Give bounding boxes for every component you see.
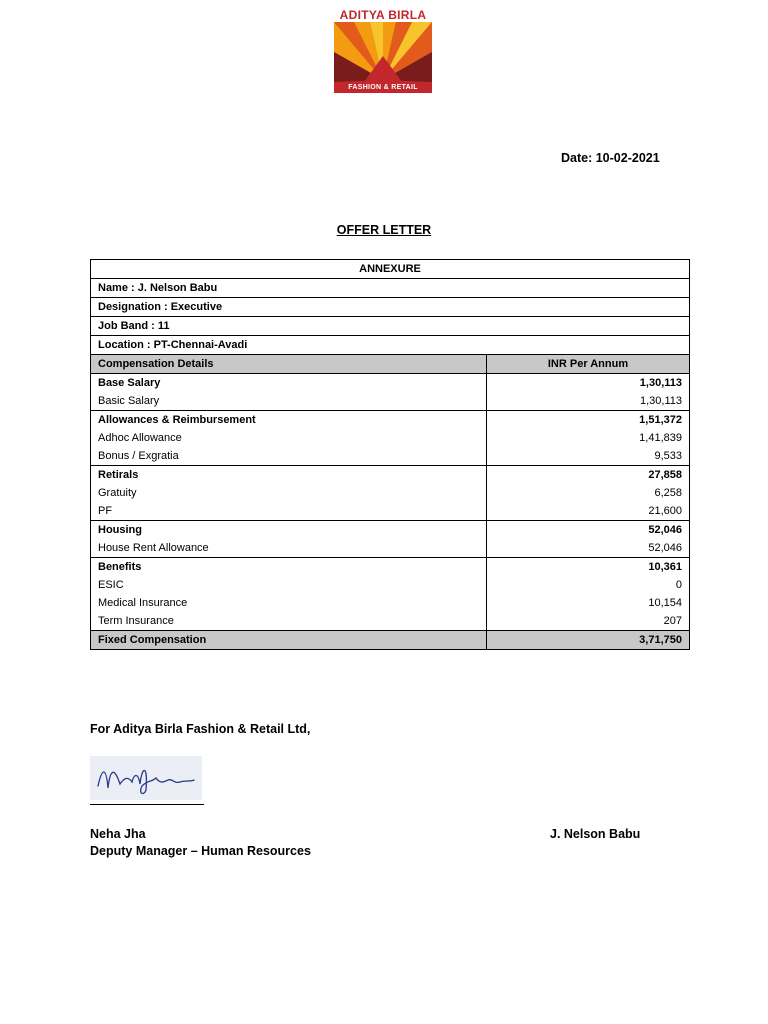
item-label: Medical Insurance: [91, 594, 487, 612]
table-row: [91, 411, 690, 430]
employee-job-band: Job Band : 11: [91, 317, 690, 336]
logo-tagline: FASHION & RETAIL: [334, 82, 432, 93]
item-value: 0: [487, 576, 690, 594]
signer-name: Neha Jha: [90, 827, 146, 841]
column-header-details: Compensation Details: [91, 355, 487, 374]
letter-date: Date: 10-02-2021: [561, 151, 660, 165]
item-value: 1,41,839: [487, 429, 690, 447]
group-label: Housing: [91, 521, 487, 540]
item-value: 9,533: [487, 447, 690, 466]
table-row: [91, 558, 690, 577]
group-total: 10,361: [487, 558, 690, 577]
signer-title: Deputy Manager – Human Resources: [90, 844, 311, 858]
group-total: 27,858: [487, 466, 690, 485]
document-title-text: OFFER LETTER: [336, 223, 432, 237]
item-label: House Rent Allowance: [91, 539, 487, 558]
table-row: [91, 539, 690, 558]
item-label: ESIC: [91, 576, 487, 594]
employee-designation: Designation : Executive: [91, 298, 690, 317]
item-value: 52,046: [487, 539, 690, 558]
group-label: Base Salary: [91, 374, 487, 393]
company-signoff: For Aditya Birla Fashion & Retail Ltd,: [90, 722, 311, 736]
signer-block: [90, 826, 311, 860]
group-total: 1,30,113: [487, 374, 690, 393]
employee-name: Name : J. Nelson Babu: [91, 279, 690, 298]
table-row: [91, 594, 690, 612]
item-label: Gratuity: [91, 484, 487, 502]
fixed-compensation-row: [91, 631, 690, 650]
table-row: [91, 447, 690, 466]
item-value: 21,600: [487, 502, 690, 521]
company-logo: [334, 8, 432, 92]
handwritten-signature: [90, 756, 202, 800]
table-row: [91, 392, 690, 411]
fixed-compensation-value: 3,71,750: [487, 631, 690, 650]
logo-sun-icon: [334, 22, 432, 82]
document-title: [0, 223, 768, 237]
table-row: [91, 521, 690, 540]
item-label: PF: [91, 502, 487, 521]
table-row: [91, 502, 690, 521]
group-total: 52,046: [487, 521, 690, 540]
annexure-table: [90, 259, 690, 650]
logo-brand: ADITYA BIRLA: [339, 8, 427, 22]
signature-scribble-icon: [90, 756, 202, 800]
item-value: 207: [487, 612, 690, 631]
fixed-compensation-label: Fixed Compensation: [91, 631, 487, 650]
table-row: [91, 576, 690, 594]
group-label: Benefits: [91, 558, 487, 577]
item-value: 10,154: [487, 594, 690, 612]
item-value: 6,258: [487, 484, 690, 502]
annexure-heading: ANNEXURE: [91, 260, 690, 279]
item-label: Bonus / Exgratia: [91, 447, 487, 466]
item-label: Adhoc Allowance: [91, 429, 487, 447]
group-total: 1,51,372: [487, 411, 690, 430]
table-row: [91, 466, 690, 485]
item-value: 1,30,113: [487, 392, 690, 411]
table-row: [91, 484, 690, 502]
table-row: [91, 612, 690, 631]
table-row: [91, 374, 690, 393]
item-label: Basic Salary: [91, 392, 487, 411]
group-label: Retirals: [91, 466, 487, 485]
item-label: Term Insurance: [91, 612, 487, 631]
signature-line: [90, 804, 204, 805]
group-label: Allowances & Reimbursement: [91, 411, 487, 430]
column-header-amount: INR Per Annum: [487, 355, 690, 374]
table-row: [91, 429, 690, 447]
employee-location: Location : PT-Chennai-Avadi: [91, 336, 690, 355]
candidate-name: J. Nelson Babu: [550, 827, 641, 841]
